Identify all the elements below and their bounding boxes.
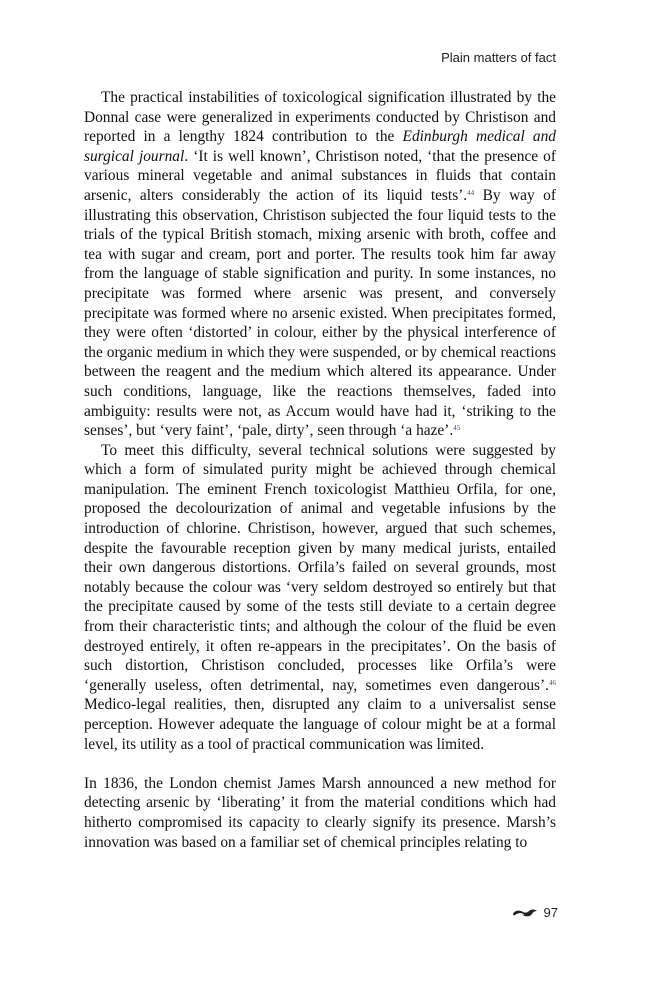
paragraph-1-text-b: . ‘It is well known’, Christison noted, ‘that the presence of various mineral vegetable and animal substances in fluids that contain arsenic, alters considerably the action of its liquid tests’. — [84, 147, 557, 204]
hand-ornament-icon — [512, 907, 538, 919]
paragraph-2-text-b: Medico-legal realities, then, disrupted any claim to a universalist sense perception. However adequate the language of colour might be at a formal level, its utility as a tool of practical communication was limited. — [84, 696, 556, 753]
journal-title: Edinburgh medical and surgical journal — [84, 128, 556, 165]
paragraph-2 — [84, 441, 556, 755]
body-text — [84, 88, 556, 852]
footnote-ref-45[interactable]: 45 — [453, 424, 461, 433]
page-footer — [512, 905, 558, 920]
paragraph-2-text-a: To meet this difficulty, several technical solutions were suggested by which a form of simulated purity might be achieved through chemical manipulation. The eminent French toxicologist Matthieu Orfila, for one, proposed the decolourization of animal and vegetable infusions by the introduction of chlorine. Christison, however, argued that such schemes, despite the favourable reception given by many medical jurists, entailed their own dangerous distortions. Orfila’s failed on several grounds, most notably because the colour was ‘very seldom destroyed so entirely but that the precipitate caused by some of the tests still deviate to a certain degree from their characteristic tints; and although the colour of the fluid be even destroyed entirely, it often re-appears in the precipitates’. On the basis of such distortion, Christison concluded, processes like Orfila’s were ‘generally useless, often detrimental, nay, sometimes even dangerous’. — [84, 441, 556, 694]
footnote-ref-46[interactable]: 46 — [549, 678, 556, 687]
paragraph-1-text-c: By way of illustrating this observation, Christison subjected the four liquid tests to the trials of the typical British stomach, mixing arsenic with broth, coffee and tea with sugar and cream, port and porter. The results took him far away from the language of stable signification and purity. In some instances, no precipitate was formed where arsenic was present, and conversely precipitate was formed where no arsenic existed. When precipitates formed, they were often ‘distorted’ in colour, either by the physical interference of the organic medium in which they were suspended, or by chemical reactions between the reagent and the medium which altered its appearance. Under such conditions, language, like the reactions themselves, faded into ambiguity: results were not, as Accum would have had it, ‘striking to the senses’, but ‘very faint’, ‘pale, dirty’, seen through ‘a haze’. — [84, 186, 556, 440]
footnote-ref-44[interactable]: 44 — [467, 188, 475, 197]
paragraph-1-text-a: The practical instabilities of toxicological signification illustrated by the Donnal case were generalized in experiments conducted by Christison and reported in a lengthy 1824 contribution to the — [84, 89, 556, 146]
page-number: 97 — [543, 905, 558, 920]
paragraph-3: In 1836, the London chemist James Marsh announced a new method for detecting arsenic by ‘liberating’ it from the material conditions which had hitherto compromised its capacity to clearly signify its presence. Marsh’s innovation was based on a familiar set of chemical principles relating to — [84, 774, 556, 851]
running-header: Plain matters of fact — [441, 50, 556, 65]
paragraph-1 — [84, 88, 556, 441]
